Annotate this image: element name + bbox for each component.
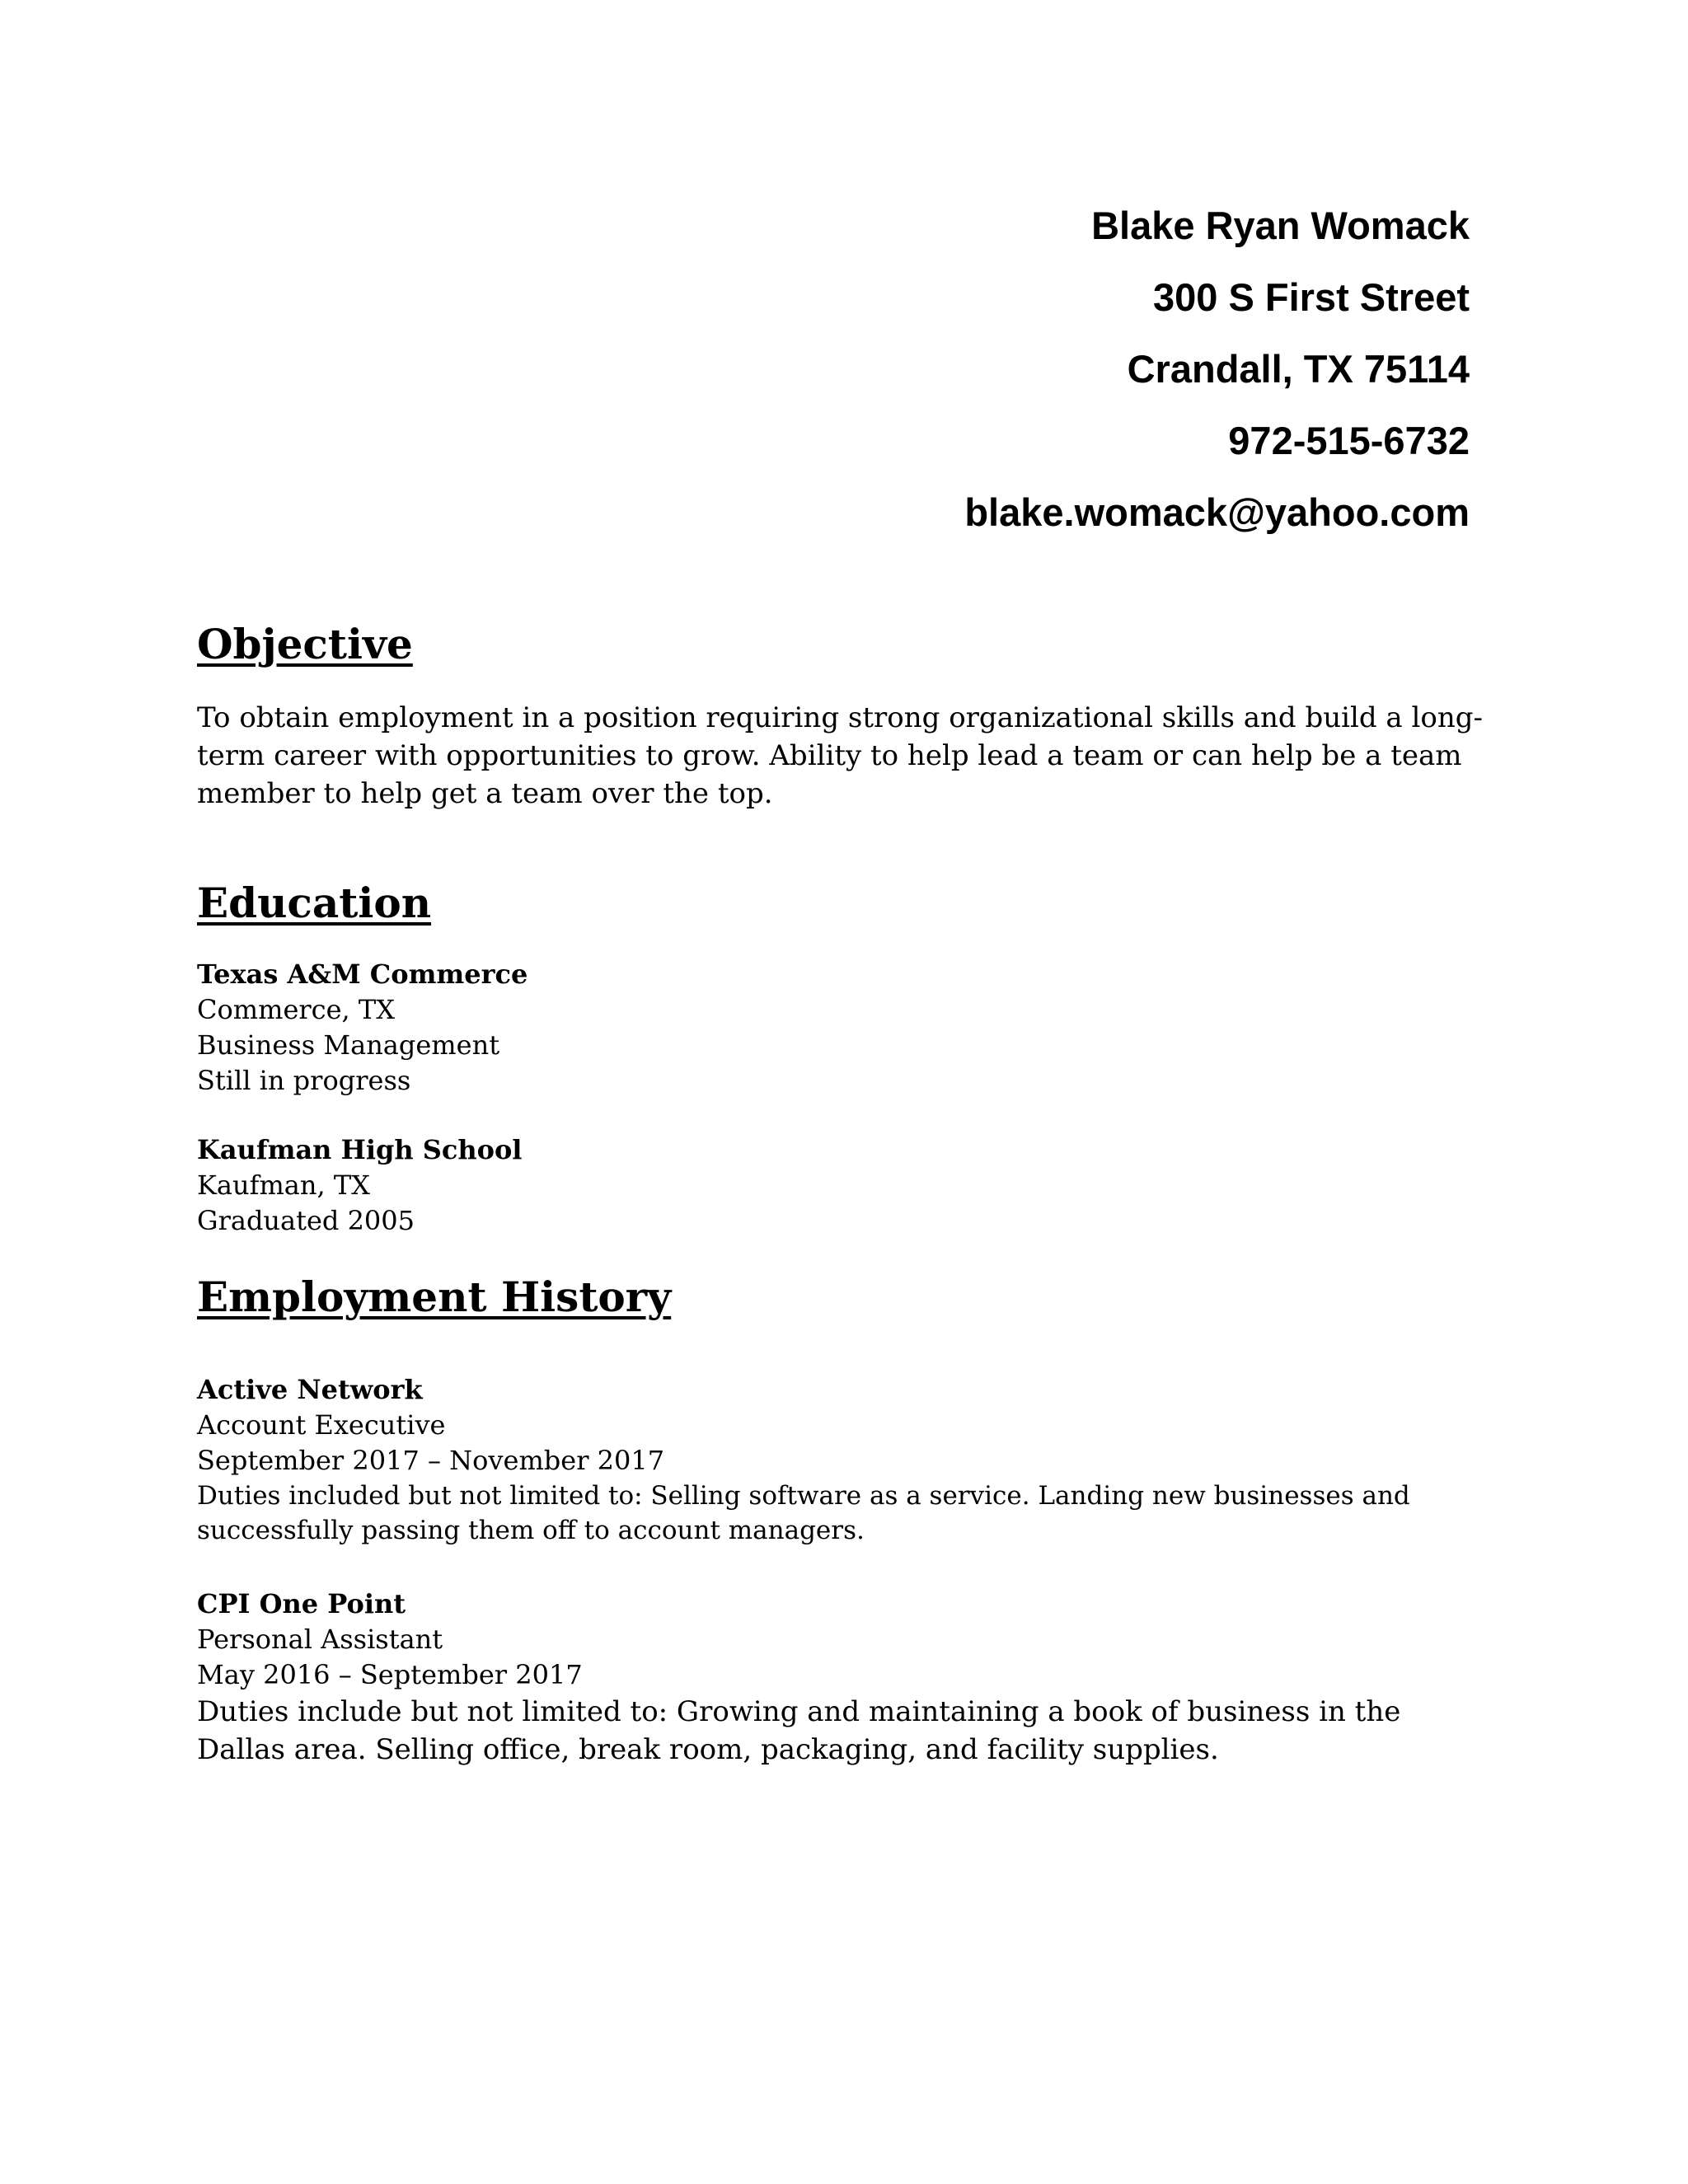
job-dates: September 2017 – November 2017: [197, 1445, 665, 1476]
job-entry: [197, 1372, 1483, 1548]
school-location: Kaufman, TX: [197, 1169, 370, 1201]
contact-phone: 972-515-6732: [1228, 419, 1470, 462]
job-duties: Duties included but not limited to: Selling software as a service. Landing new businesses and successfully passing them off to account managers.: [197, 1481, 1410, 1545]
school-name: Texas A&M Commerce: [197, 958, 528, 990]
contact-street: 300 S First Street: [1152, 275, 1470, 319]
employment-heading: Employment History: [197, 1272, 672, 1321]
school-location: Commerce, TX: [197, 994, 395, 1025]
contact-block: [964, 190, 1470, 548]
education-entry: [197, 1132, 1483, 1239]
job-title: Personal Assistant: [197, 1624, 443, 1655]
school-field: Business Management: [197, 1029, 500, 1061]
job-entry: [197, 1586, 1483, 1769]
school-status: Graduated 2005: [197, 1205, 415, 1236]
contact-city: Crandall, TX 75114: [1127, 347, 1470, 391]
job-dates: May 2016 – September 2017: [197, 1659, 583, 1690]
education-entry: [197, 957, 1483, 1099]
job-title: Account Executive: [197, 1409, 446, 1441]
objective-text: To obtain employment in a position requiring strong organizational skills and build a long-term career with opportunities to grow. Ability to help lead a team or can help be a team member to help get a team over the top.: [197, 701, 1483, 810]
school-name: Kaufman High School: [197, 1134, 523, 1165]
contact-name: Blake Ryan Womack: [1091, 204, 1470, 247]
job-duties: Duties include but not limited to: Growing and maintaining a book of business in the Dallas area. Selling office, break room, packaging, and facility supplies.: [197, 1695, 1401, 1766]
education-heading: Education: [197, 879, 432, 927]
job-company: Active Network: [197, 1374, 423, 1405]
school-status: Still in progress: [197, 1065, 411, 1096]
job-company: CPI One Point: [197, 1588, 406, 1619]
contact-email: blake.womack@yahoo.com: [964, 490, 1470, 534]
objective-heading: Objective: [197, 620, 413, 668]
